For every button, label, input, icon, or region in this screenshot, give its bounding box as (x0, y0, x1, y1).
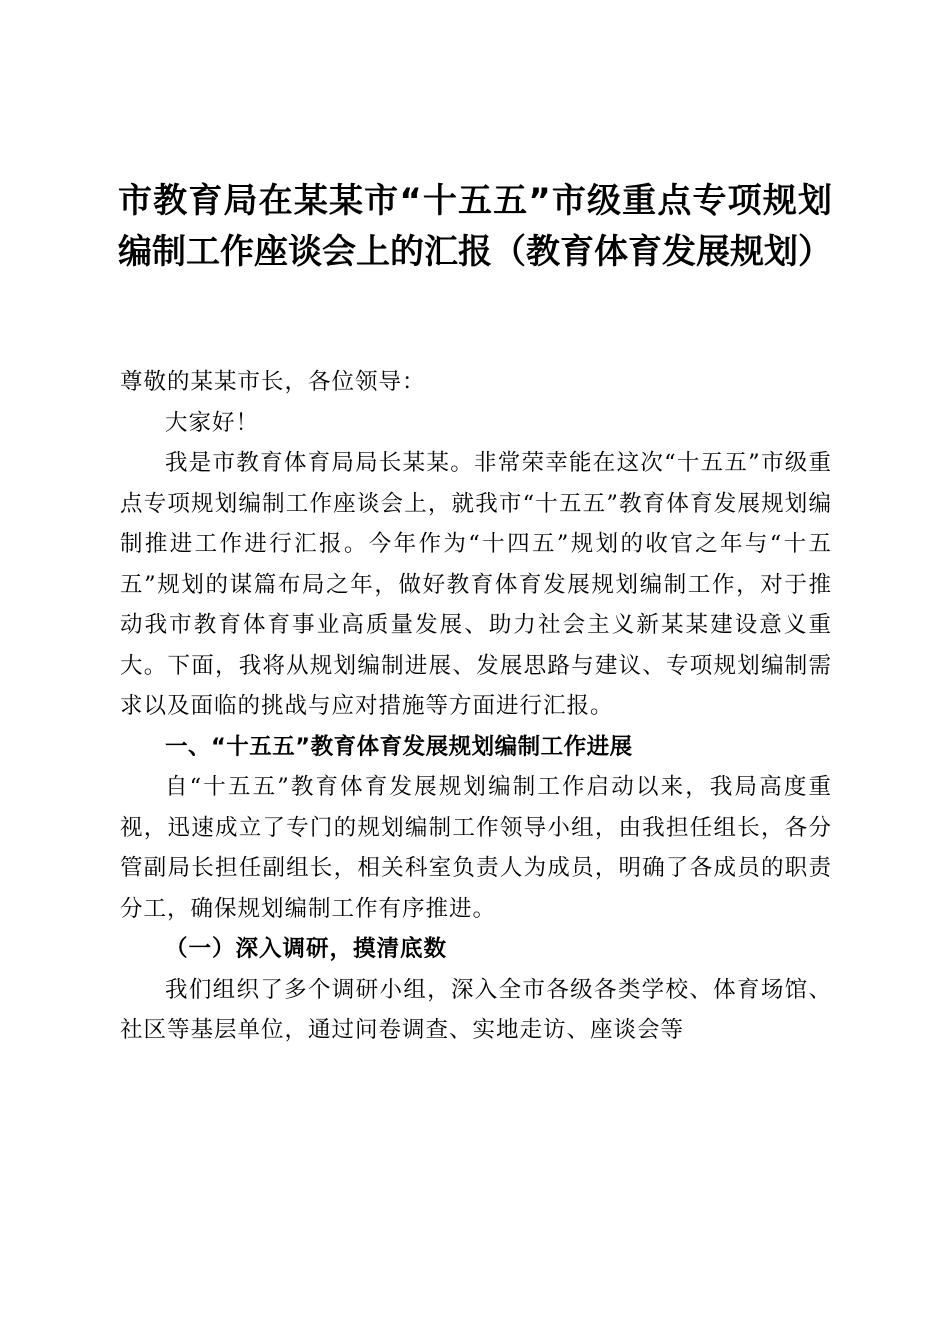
subsection-1-prefix: （一） (165, 936, 236, 962)
salutation: 尊敬的某某市长，各位领导： (120, 369, 426, 395)
subsection-1-paragraph: 我们组织了多个调研小组，深入全市各级各类学校、体育场馆、社区等基层单位，通过问卷调查、实地走访、座谈会等 (120, 976, 832, 1043)
intro-paragraph: 我是市教育体育局局长某某。非常荣幸能在这次“十五五”市级重点专项规划编制工作座谈会上，就我市“十五五”教育体育发展规划编制推进工作进行汇报。今年作为“十四五”规划的收官之年与“十五五”规划的谋篇布局之年，做好教育体育发展规划编制工作，对于推动我市教育体育事业高质量发展、助力社会主义新某某建设意义重大。下面，我将从规划编制进展、发展思路与建议、专项规划编制需求以及面临的挑战与应对措施等方面进行汇报。 (120, 450, 832, 719)
subsection-1-heading (120, 929, 832, 970)
document-body (120, 362, 832, 1051)
section-1-paragraph: 自“十五五”教育体育发展规划编制工作启动以来，我局高度重视，迅速成立了专门的规划编制工作领导小组，由我担任组长，各分管副局长担任副组长，相关科室负责人为成员，明确了各成员的职责分工，确保规划编制工作有序推进。 (120, 774, 832, 922)
greeting: 大家好！ (165, 409, 260, 436)
section-1-heading: 一、“十五五”教育体育发展规划编制工作进展 (165, 733, 633, 760)
document-title: 市教育局在某某市“十五五”市级重点专项规划编制工作座谈会上的汇报（教育体育发展规划） (118, 181, 832, 272)
subsection-1-title: 深入调研，摸清底数 (235, 936, 448, 962)
